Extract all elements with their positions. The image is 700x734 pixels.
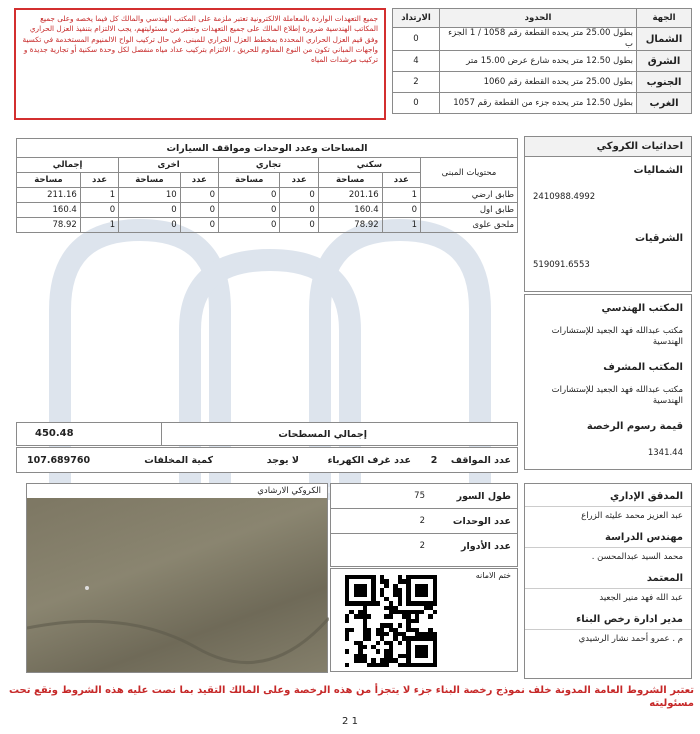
table-row	[393, 28, 692, 51]
elec-rooms-label: عدد غرف الكهرباء	[327, 454, 411, 466]
cell: 160.4	[318, 203, 382, 218]
total-area-row	[16, 422, 518, 446]
cell: 0	[80, 203, 118, 218]
cell: 211.16	[17, 188, 81, 203]
counts-row	[16, 447, 518, 473]
table-row	[393, 51, 692, 72]
setback-value: 4	[393, 51, 440, 72]
table-row	[393, 93, 692, 114]
fence-units-panel	[330, 483, 518, 567]
qr-code	[345, 575, 437, 667]
cell: 0	[219, 218, 280, 233]
sup-office-value: مكتب عبدالله فهد الجعيد للإستشارات الهندسية	[551, 385, 683, 406]
side-label: الشرق	[637, 51, 692, 72]
coords-title: احداثيات الكروكي	[525, 137, 691, 157]
eng-office-label: المكتب الهندسي	[601, 303, 683, 314]
parking-label: عدد المواقف	[450, 454, 511, 466]
cell: 0	[280, 218, 318, 233]
bound-desc: بطول 12.50 متر يحده شارع عرض 15.00 متر	[440, 51, 637, 72]
cell: 1	[382, 188, 420, 203]
cell: 0	[219, 203, 280, 218]
side-label: الغرب	[637, 93, 692, 114]
manager-value: م . عمرو أحمد نشار الرشيدي	[525, 629, 691, 647]
setback-value: 0	[393, 28, 440, 51]
table-row	[17, 218, 518, 233]
cell: 0	[180, 188, 218, 203]
north-label: الشماليات	[633, 165, 683, 176]
notice-text: جميع التعهدات الواردة بالمعاملة الالكترونية تعتبر ملزمة على المكتب الهندسي والمالك كل فيما يخصه وعلى جميع المكاتب الهندسية ضرورة إطلاع المالك على جميع التعهدات وتعتبر من مسئوليتهم، يجب الالتزام بتنفيذ العزل الحراري وفق قيم العزل الحراري المحددة بمخطط العزل الحراري للمبنى. في حال تركيب الواح الالمنيوم المستخدمة في تكسية واجهات المباني تكون من النوع المقاوم للحريق ، الالتزام بتركيب عداد مياه منفصل لكل وحدة سكنية أو تجارية جديدة و تركيب مرشدات المياه	[22, 14, 378, 65]
sub-area: مساحة	[219, 173, 280, 188]
table-row	[17, 203, 518, 218]
group-commercial: تجاري	[219, 158, 319, 173]
cell: 0	[219, 188, 280, 203]
cell: 0	[280, 188, 318, 203]
rubble-value: 107.689760	[27, 454, 91, 466]
side-label: الشمال	[637, 28, 692, 51]
floor-label: ملحق علوى	[421, 218, 518, 233]
study-engineer-value: محمد السيد عبدالمحسن .	[525, 547, 691, 565]
areas-title: المساحات وعدد الوحدات ومواقف السيارات	[17, 139, 518, 158]
auditor-label: المدقق الإداري	[609, 491, 683, 502]
cell: 201.16	[318, 188, 382, 203]
sub-count: عدد	[180, 173, 218, 188]
stamp-label: ختم الامانه	[475, 571, 511, 580]
floor-label: طابق ارضي	[421, 188, 518, 203]
table-row	[393, 72, 692, 93]
cell: 0	[180, 218, 218, 233]
cell: 0	[382, 203, 420, 218]
north-value: 2410988.4992	[533, 192, 596, 202]
cell: 1	[80, 188, 118, 203]
header-side: الجهة	[637, 9, 692, 28]
study-engineer-label: مهندس الدراسة	[605, 532, 683, 543]
floor-label: طابق اول	[421, 203, 518, 218]
fence-length-value: 75	[414, 491, 425, 501]
setback-value: 0	[393, 93, 440, 114]
sub-area: مساحة	[318, 173, 382, 188]
sub-count: عدد	[280, 173, 318, 188]
cell: 0	[119, 218, 180, 233]
manager-label: مدير ادارة رخص البناء	[576, 614, 683, 625]
cell: 0	[119, 203, 180, 218]
setback-value: 2	[393, 72, 440, 93]
cell: 1	[382, 218, 420, 233]
footer-text: تعتبر الشروط العامة المدونة خلف نموذج رخصة البناء جزء لا يتجزأ من هذه الرخصة وعلى المالك التقيد بما نصت عليه هذه الشروط وتقع تحت مسئوليته	[8, 685, 694, 709]
sub-area: مساحة	[17, 173, 81, 188]
header-bounds: الحدود	[440, 9, 637, 28]
cell: 78.92	[17, 218, 81, 233]
cell: 0	[280, 203, 318, 218]
areas-table	[16, 138, 518, 233]
elec-rooms-value: لا يوجد	[266, 454, 299, 466]
guide-sketch	[26, 483, 328, 673]
offices-panel	[524, 294, 692, 470]
staff-panel	[524, 483, 692, 679]
sup-office-label: المكتب المشرف	[603, 362, 683, 373]
sketch-label: الكروكي الارشادي	[257, 486, 321, 496]
footer-conditions	[6, 684, 694, 714]
bound-desc: بطول 25.00 متر يحده القطعة رقم 1058 / 1 الجزء ب	[440, 28, 637, 51]
table-row	[17, 188, 518, 203]
municipality-stamp-panel	[330, 568, 518, 672]
total-area-value: 450.48	[17, 423, 162, 445]
floors-count-value: 2	[419, 541, 425, 551]
east-value: 519091.6553	[533, 260, 590, 270]
approver-value: عبد الله فهد منير الجعيد	[525, 588, 691, 606]
parking-value: 2	[430, 454, 438, 466]
units-count-value: 2	[419, 516, 425, 526]
fee-value: 1341.44	[647, 448, 683, 458]
cell: 0	[180, 203, 218, 218]
units-count-label: عدد الوحدات	[452, 515, 511, 527]
side-label: الجنوب	[637, 72, 692, 93]
approver-label: المعتمد	[646, 573, 683, 584]
floors-count-label: عدد الأدوار	[461, 540, 511, 552]
page-number: 2 1	[342, 716, 358, 727]
cell: 1	[80, 218, 118, 233]
sub-count: عدد	[80, 173, 118, 188]
group-other: اخرى	[119, 158, 219, 173]
cell: 78.92	[318, 218, 382, 233]
fence-length-label: طول السور	[456, 490, 511, 502]
coordinates-panel	[524, 136, 692, 292]
boundaries-table	[392, 8, 692, 114]
commitments-notice	[14, 8, 386, 120]
group-residential: سكني	[318, 158, 420, 173]
group-total: إجمالي	[17, 158, 119, 173]
bound-desc: بطول 12.50 متر يحده جزء من القطعة رقم 1057	[440, 93, 637, 114]
east-label: الشرقيات	[634, 233, 683, 244]
bound-desc: بطول 25.00 متر يحده القطعة رقم 1060	[440, 72, 637, 93]
aerial-image	[27, 498, 327, 672]
table-header-row	[393, 9, 692, 28]
rubble-label: كمية المخلفات	[144, 454, 213, 466]
sub-count: عدد	[382, 173, 420, 188]
header-setback: الارتداد	[393, 9, 440, 28]
fee-label: قيمة رسوم الرخصة	[586, 421, 683, 432]
cell: 160.4	[17, 203, 81, 218]
auditor-value: عبد العزيز محمد عليثه الزراع	[525, 506, 691, 524]
sub-area: مساحة	[119, 173, 180, 188]
eng-office-value: مكتب عبدالله فهد الجعيد للإستشارات الهندسية	[551, 326, 683, 347]
cell: 10	[119, 188, 180, 203]
total-area-label: إجمالي المسطحات	[278, 428, 367, 440]
content-header: محتويات المبنى	[421, 158, 518, 188]
